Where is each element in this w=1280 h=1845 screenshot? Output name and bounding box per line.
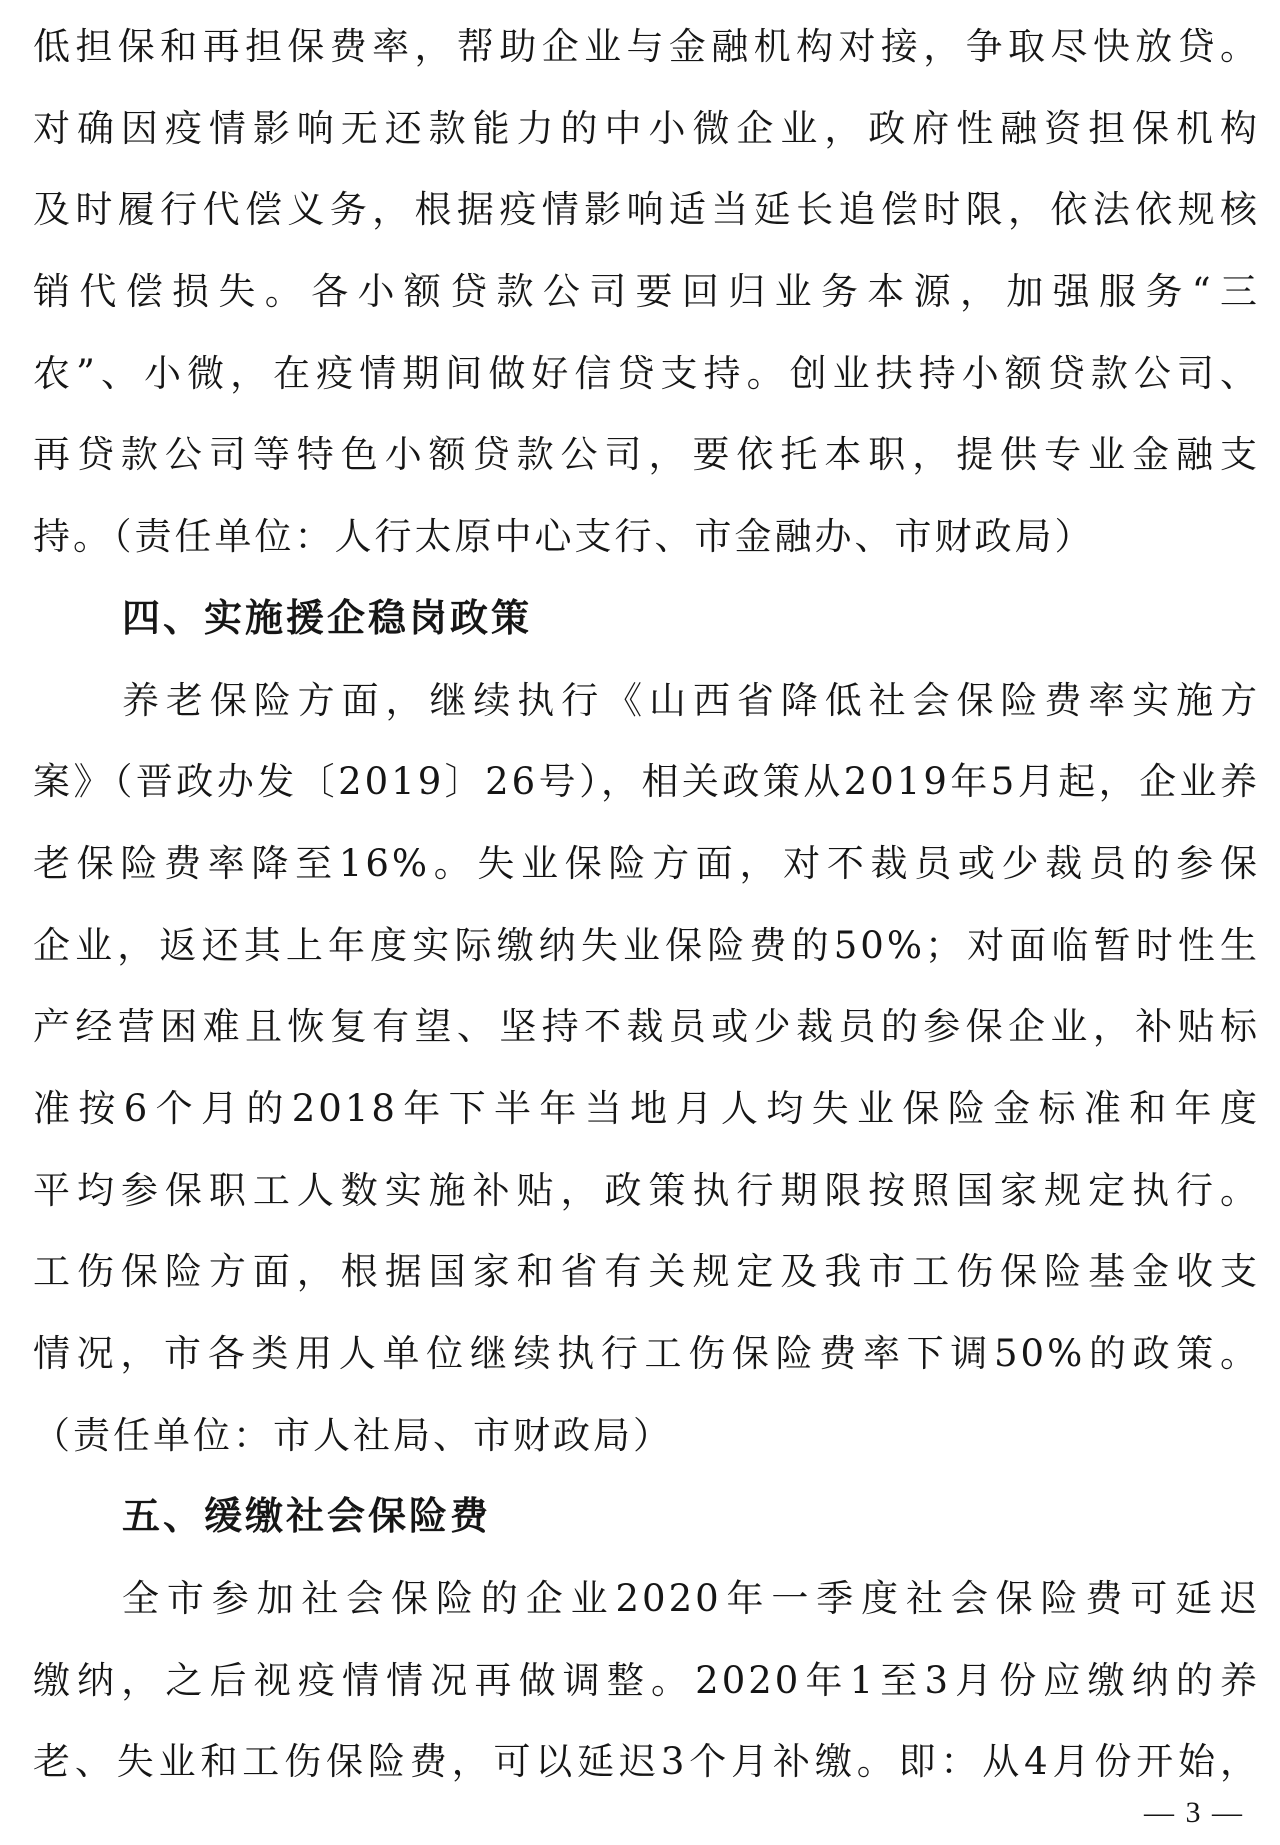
text-line: 全市参加社会保险的企业2020年一季度社会保险费可延迟	[122, 1577, 1260, 1621]
page-number: — 3 —	[1144, 1796, 1244, 1829]
text-line: （责任单位：市人社局、市财政局）	[33, 1413, 673, 1457]
text-line: 老、失业和工伤保险费，可以延迟3个月补缴。即：从4月份开始，	[33, 1740, 1260, 1784]
text-line: 缴纳，之后视疫情情况再做调整。2020年1至3月份应缴纳的养	[33, 1658, 1260, 1702]
text-line: 销代偿损失。各小额贷款公司要回归业务本源，加强服务“三	[33, 270, 1260, 314]
text-line: 工伤保险方面，根据国家和省有关规定及我市工伤保险基金收支	[33, 1250, 1260, 1294]
text-line: 产经营困难且恢复有望、坚持不裁员或少裁员的参保企业，补贴标	[33, 1005, 1260, 1049]
intro-paragraph	[33, 6, 1260, 578]
text-line: 低担保和再担保费率，帮助企业与金融机构对接，争取尽快放贷。	[33, 25, 1260, 68]
text-line: 再贷款公司等特色小额贷款公司，要依托本职，提供专业金融支	[33, 433, 1260, 477]
text-line: 准按6个月的2018年下半年当地月人均失业保险金标准和年度	[33, 1086, 1260, 1130]
text-line: 案》（晋政办发〔2019〕26号），相关政策从2019年5月起，企业养	[33, 760, 1260, 804]
text-line: 及时履行代偿义务，根据疫情影响适当延长追偿时限，依法依规核	[33, 188, 1260, 232]
text-line: 老保险费率降至16%。失业保险方面，对不裁员或少裁员的参保	[33, 841, 1260, 885]
section-5	[33, 1476, 1260, 1803]
text-line: 企业，返还其上年度实际缴纳失业保险费的50%；对面临暂时性生	[33, 923, 1260, 967]
text-line: 对确因疫情影响无还款能力的中小微企业，政府性融资担保机构	[33, 106, 1260, 150]
text-line: 平均参保职工人数实施补贴，政策执行期限按照国家规定执行。	[33, 1168, 1260, 1212]
text-line: 情况，市各类用人单位继续执行工伤保险费率下调50%的政策。	[33, 1332, 1260, 1375]
section-4	[33, 578, 1260, 1477]
section-heading: 四、实施援企稳岗政策	[122, 595, 533, 640]
document-page	[33, 6, 1260, 1803]
section-heading: 五、缓缴社会保险费	[122, 1494, 492, 1539]
text-line: 养老保险方面，继续执行《山西省降低社会保险费率实施方	[122, 678, 1260, 722]
text-line: 持。（责任单位：人行太原中心支行、市金融办、市财政局）	[33, 515, 1095, 559]
text-line: 农”、小微，在疫情期间做好信贷支持。创业扶持小额贷款公司、	[33, 351, 1260, 395]
